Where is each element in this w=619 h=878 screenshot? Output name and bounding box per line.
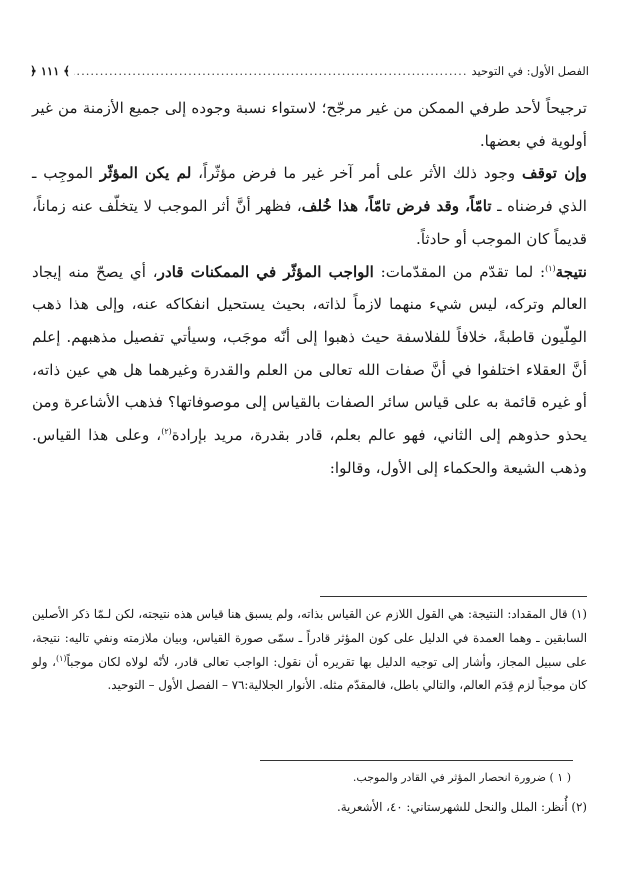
footnote-1 — [32, 603, 587, 698]
header-leader-dots — [74, 64, 467, 78]
footnote-marker[interactable]: (١) — [545, 263, 556, 273]
text-run: ، وعلى هذا القياس. وذهب الشيعة والحكماء إلى الأول، وقالوا: — [32, 426, 587, 477]
bold-phrase: لم يكن المؤثّر — [99, 164, 192, 183]
running-header — [30, 62, 589, 80]
footnote-text: ، ولو كان موجباً لزم قِدَم العالم، والتالي باطل، فالمقدّم مثله. الأنوار الجلالية:٧٦ – الفصل الأول – التوحيد. — [32, 654, 587, 693]
text-run: وجود ذلك الأثر على أمر آخر غير ما فرض مؤثّراً، — [191, 164, 522, 183]
paragraph-1: ترجيحاً لأحد طرفي الممكن من غير مرجّح؛ لاستواء نسبة وجوده إلى جميع الأزمنة من غير أولوية في بعضها. — [32, 99, 587, 150]
footnote-separator — [320, 596, 587, 597]
sub-footnote: ( ١ ) ضرورة انحصار المؤثر في القادر والموجب. — [352, 771, 571, 784]
footnote-text: (١) قال المقداد: النتيجة: هي القول اللازم عن القياس بذاته، ولم يسبق هنا قياس هذه نتيجته، لكن لـمّا ذكر الأصلين السابقين ـ وهما العمدة في الدليل على كون المؤثر قادراً ـ سمّى صورة القياس، وبيان ملازمته ونفي تاليه: نتيجة، على سبيل المجاز، وأشار إلى توجيه الدليل بها تقريره أن نقول: الواجب تعالى قادر، لأنّه لولاه لكان موجباً — [32, 607, 587, 669]
paragraph-2 — [32, 157, 587, 255]
header-chapter-title: الفصل الأول: في التوحيد — [471, 64, 589, 78]
bold-phrase: وإن توقف — [521, 164, 587, 183]
footnote-marker[interactable]: (١) — [56, 653, 67, 663]
page-number: ﴾ ١١١ ﴿ — [30, 64, 71, 78]
footnote-marker[interactable]: (٢) — [161, 426, 172, 436]
sub-footnote-separator — [260, 760, 573, 761]
text-run: ، أي يصحّ منه إيجاد العالم وتركه، ليس شيء منهما لازماً لذاته، بحيث يستحيل انفكاكه عنه، وإلى هذا ذهب المِلّيون قاطبةً، خلافاً للفلاسفة حيث ذهبوا إلى أنّه موجَب، وسيأتي تفصيل مذهبهم. إعلم أنَّ العقلاء اختلفوا في أنَّ صفات الله تعالى من العلم والقدرة وغيرهما هل هي عين ذاته، أو غيره قائمة به على قياس سائر الصفات بالقياس إلى موصوفاتها؟ فذهب الأشاعرة ومن يحذو حذوهم إلى الثاني، فهو عالم بعلم، قادر بقدرة، مريد بإرادة — [32, 262, 587, 445]
footnote-2: (٢) أُنظر: الملل والنحل للشهرستاني: ٤٠، الأشعرية. — [336, 800, 587, 814]
text-run: : لما تقدّم من المقدّمات: — [373, 262, 546, 281]
main-text — [32, 92, 587, 484]
paragraph-3 — [32, 256, 587, 485]
text-run: الموجِب ـ الذي فرضناه ـ — [32, 164, 587, 216]
bold-phrase: تامّاً، وقد فرض تامّاً، هذا خُلف — [301, 197, 492, 216]
bold-phrase: الواجب المؤثّر في الممكنات قادر — [157, 262, 374, 281]
text-run: ، فظهر أنَّ أثر الموجب لا يتخلّف عنه زماناً، قديماً كان الموجب أو حادثاً. — [32, 197, 587, 248]
bold-phrase: نتيجة — [555, 262, 587, 281]
